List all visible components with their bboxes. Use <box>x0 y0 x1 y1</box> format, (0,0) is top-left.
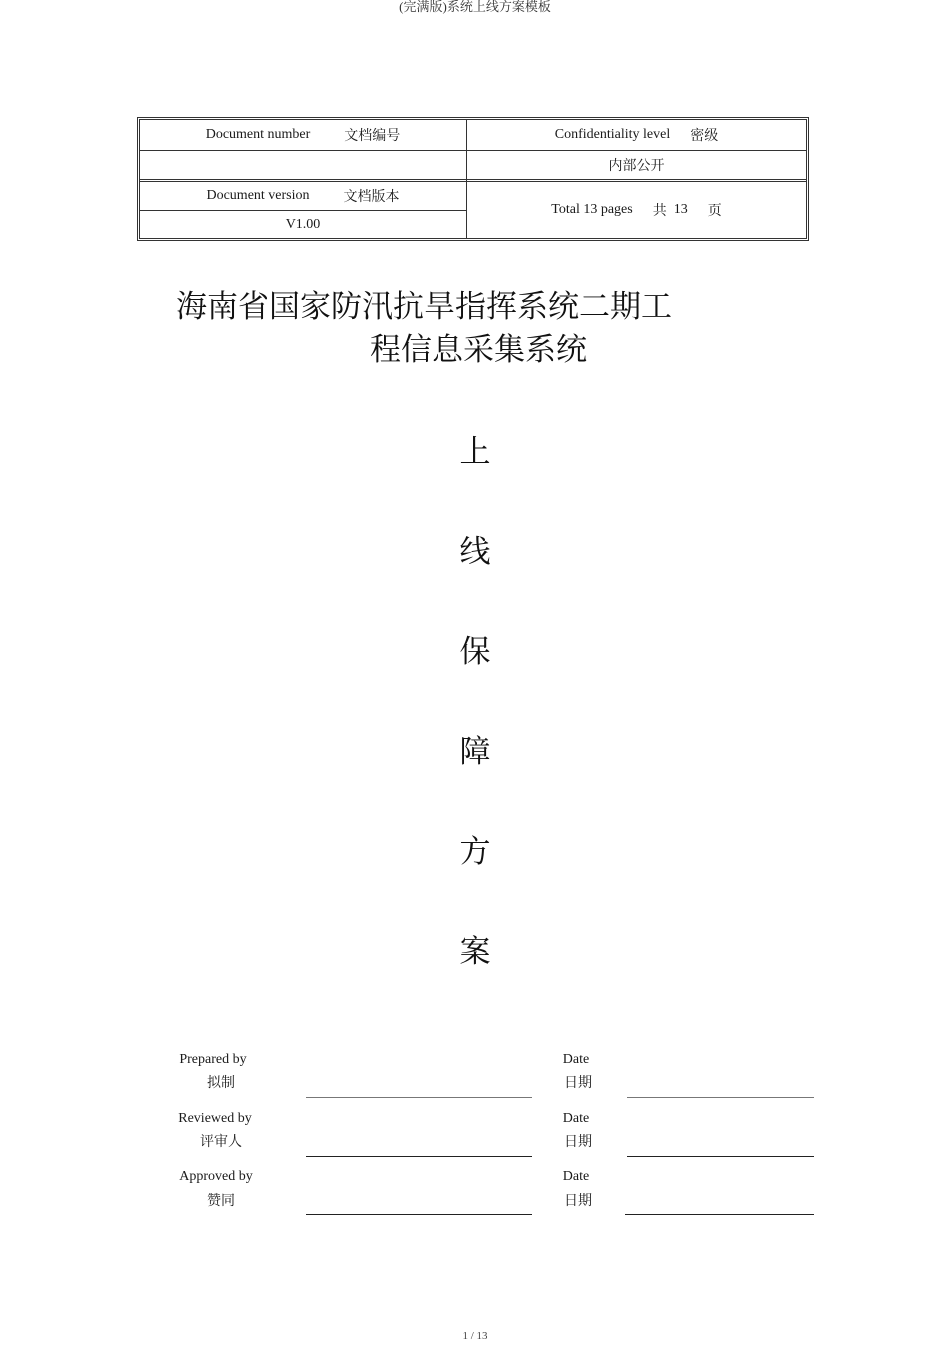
confidentiality-label <box>467 120 806 150</box>
total-pages-en: Total 13 pages <box>551 202 633 217</box>
reviewed-date-line[interactable] <box>627 1156 814 1157</box>
reviewed-date-label: Date <box>562 1111 590 1126</box>
doc-number-label-en: Document number <box>205 127 311 142</box>
document-meta-table <box>137 117 809 241</box>
approved-date-label: Date <box>562 1169 590 1184</box>
document-title-line2: 程信息采集系统 <box>370 332 587 368</box>
subtitle-char: 方 <box>459 834 491 870</box>
reviewed-date-label-cn: 日期 <box>564 1135 592 1150</box>
total-pages-number: 13 <box>673 202 688 217</box>
reviewed-by-signature-line[interactable] <box>306 1156 532 1157</box>
reviewed-by-label-cn: 评审人 <box>200 1135 242 1150</box>
doc-number-label <box>140 120 466 150</box>
subtitle-char: 保 <box>459 634 491 670</box>
subtitle-char: 上 <box>459 434 491 470</box>
total-pages <box>467 182 806 238</box>
version-label-cn: 文档版本 <box>343 190 400 205</box>
prepared-date-label: Date <box>562 1052 590 1067</box>
document-title-line1: 海南省国家防汛抗旱指挥系统二期工 <box>176 289 672 325</box>
approved-by-label-cn: 赞同 <box>207 1194 235 1209</box>
page-number-footer: 1 / 13 <box>462 1330 488 1342</box>
approved-by-signature-line[interactable] <box>306 1214 532 1215</box>
subtitle-char: 线 <box>459 534 491 570</box>
prepared-by-label-cn: 拟制 <box>207 1076 235 1091</box>
subtitle-char: 障 <box>459 734 491 770</box>
reviewed-by-label: Reviewed by <box>178 1111 252 1126</box>
doc-number-label-cn: 文档编号 <box>344 129 401 144</box>
prepared-by-signature-line[interactable] <box>306 1097 532 1098</box>
approved-date-line[interactable] <box>625 1214 814 1215</box>
total-pages-cn-suffix: 页 <box>707 204 722 219</box>
doc-number-value <box>140 151 466 179</box>
page-header: (完满版)系统上线方案模板 <box>399 0 551 14</box>
confidentiality-label-en: Confidentiality level <box>554 127 671 142</box>
version-value: V1.00 <box>285 216 321 232</box>
approved-date-label-cn: 日期 <box>564 1194 592 1209</box>
approved-by-label: Approved by <box>179 1169 253 1184</box>
subtitle-char: 案 <box>459 934 491 970</box>
prepared-by-label: Prepared by <box>179 1052 247 1067</box>
version-label-en: Document version <box>206 188 310 203</box>
confidentiality-value: 内部公开 <box>608 159 665 174</box>
prepared-date-label-cn: 日期 <box>564 1076 592 1091</box>
confidentiality-label-cn: 密级 <box>690 129 719 144</box>
version-label <box>140 182 466 210</box>
total-pages-cn-prefix: 共 <box>652 204 667 219</box>
prepared-date-line[interactable] <box>627 1097 814 1098</box>
